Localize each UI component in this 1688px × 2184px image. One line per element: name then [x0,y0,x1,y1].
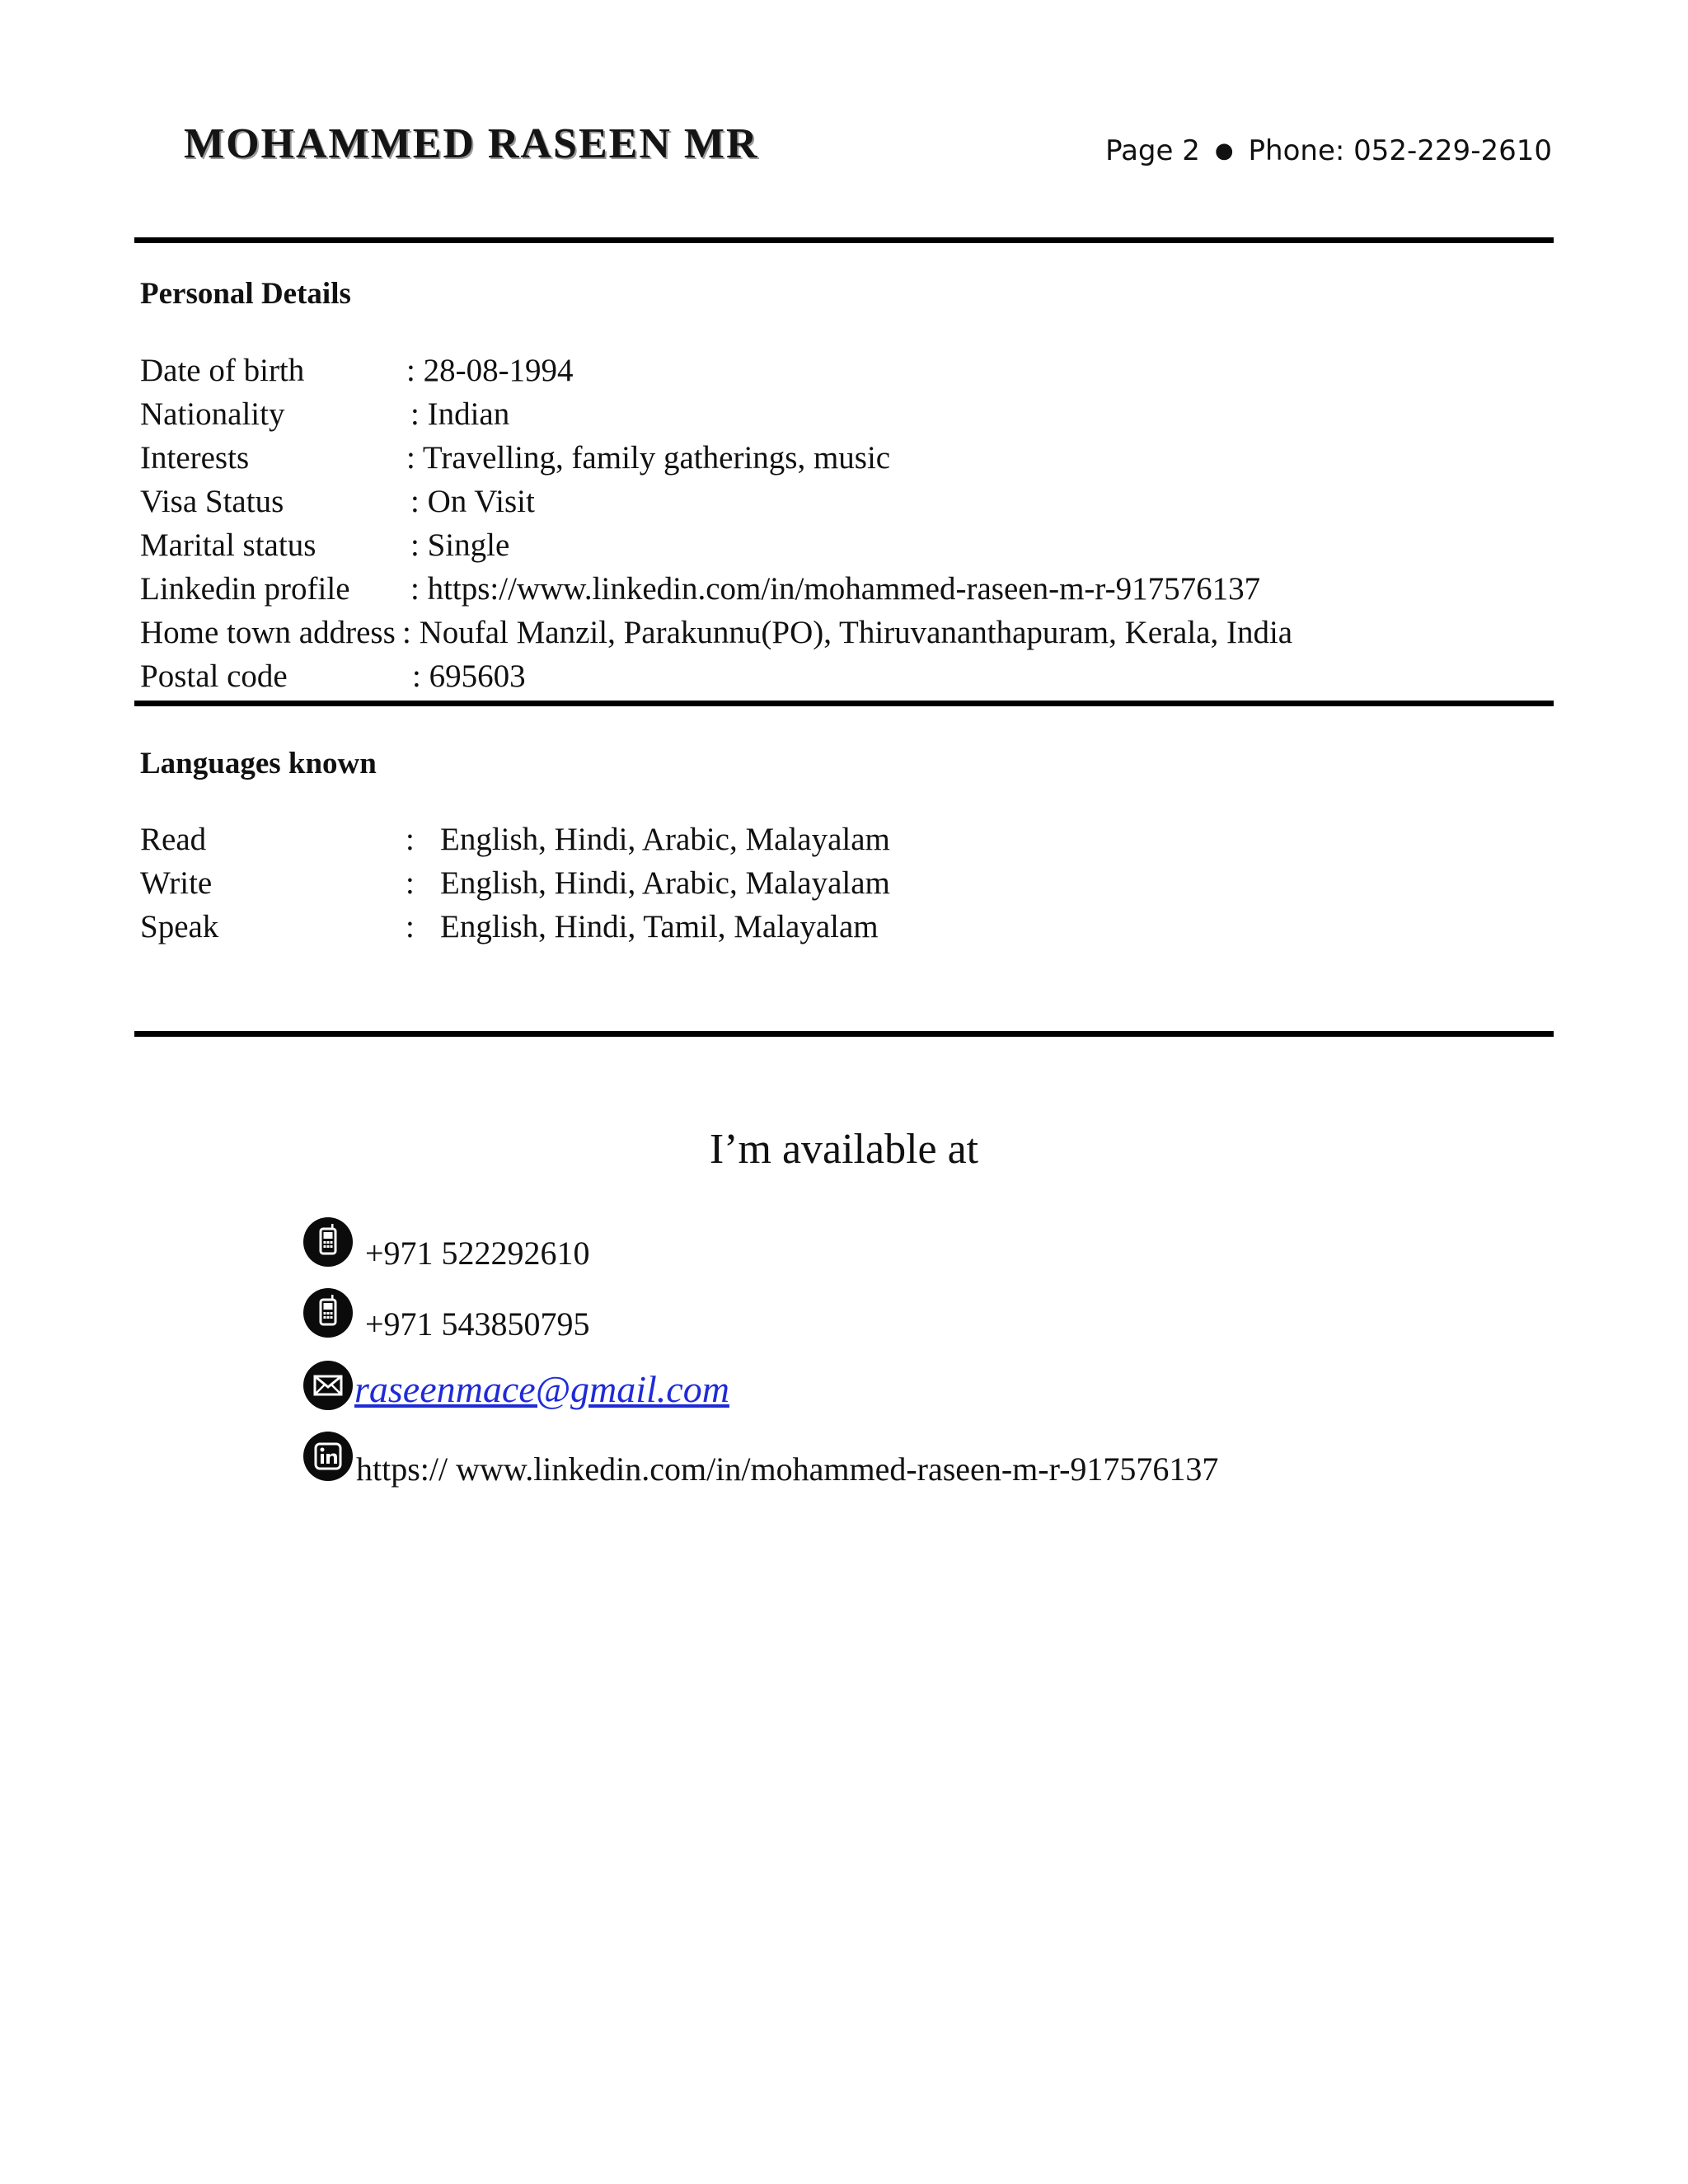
language-separator: : [406,865,415,901]
language-separator: : [406,822,415,857]
detail-label: Visa Status [140,484,284,519]
detail-label: Home town address [140,615,396,650]
detail-value: : On Visit [410,484,535,519]
language-value: English, Hindi, Tamil, Malayalam [440,909,879,944]
detail-label: Nationality [140,396,285,432]
detail-value: : https://www.linkedin.com/in/mohammed-raseen-m-r-917576137 [410,571,1261,607]
detail-label: Date of birth [140,353,305,388]
phone-number[interactable]: +971 543850795 [365,1305,590,1343]
page-header-meta [1105,134,1552,167]
detail-value: : 695603 [412,658,526,694]
detail-label: Postal code [140,658,288,694]
linkedin-url[interactable]: https:// www.linkedin.com/in/mohammed-raseen-m-r-917576137 [356,1451,1219,1488]
detail-label: Marital status [140,527,316,563]
bullet-separator: ● [1214,138,1234,163]
candidate-name: MOHAMMED RASEEN MR [184,120,759,167]
section-title-personal-details: Personal Details [140,277,351,311]
language-label: Write [140,865,213,901]
detail-value: : Travelling, family gatherings, music [406,440,891,476]
email-link[interactable]: raseenmace@gmail.com [354,1368,729,1410]
language-value: English, Hindi, Arabic, Malayalam [440,822,890,857]
linkedin-icon [303,1432,353,1481]
phone-number[interactable]: +971 522292610 [365,1235,590,1272]
page-number: Page 2 [1105,134,1200,167]
detail-value: : 28-08-1994 [406,353,574,388]
detail-label: Linkedin profile [140,571,350,607]
language-label: Speak [140,909,219,944]
detail-value: : Single [410,527,510,563]
detail-value: : Indian [410,396,510,432]
envelope-icon [303,1361,353,1410]
contact-section-title: I’m available at [709,1126,979,1173]
section-title-languages-known: Languages known [140,747,377,780]
divider-rule [134,237,1554,243]
header-phone: Phone: 052-229-2610 [1248,134,1552,167]
language-label: Read [140,822,207,857]
language-separator: : [406,909,415,944]
detail-value: : Noufal Manzil, Parakunnu(PO), Thiruvananthapuram, Kerala, India [402,615,1293,650]
mobile-phone-icon [303,1288,353,1338]
divider-rule [134,1031,1554,1037]
mobile-phone-icon [303,1217,353,1267]
divider-rule [134,701,1554,706]
detail-label: Interests [140,440,250,476]
language-value: English, Hindi, Arabic, Malayalam [440,865,890,901]
